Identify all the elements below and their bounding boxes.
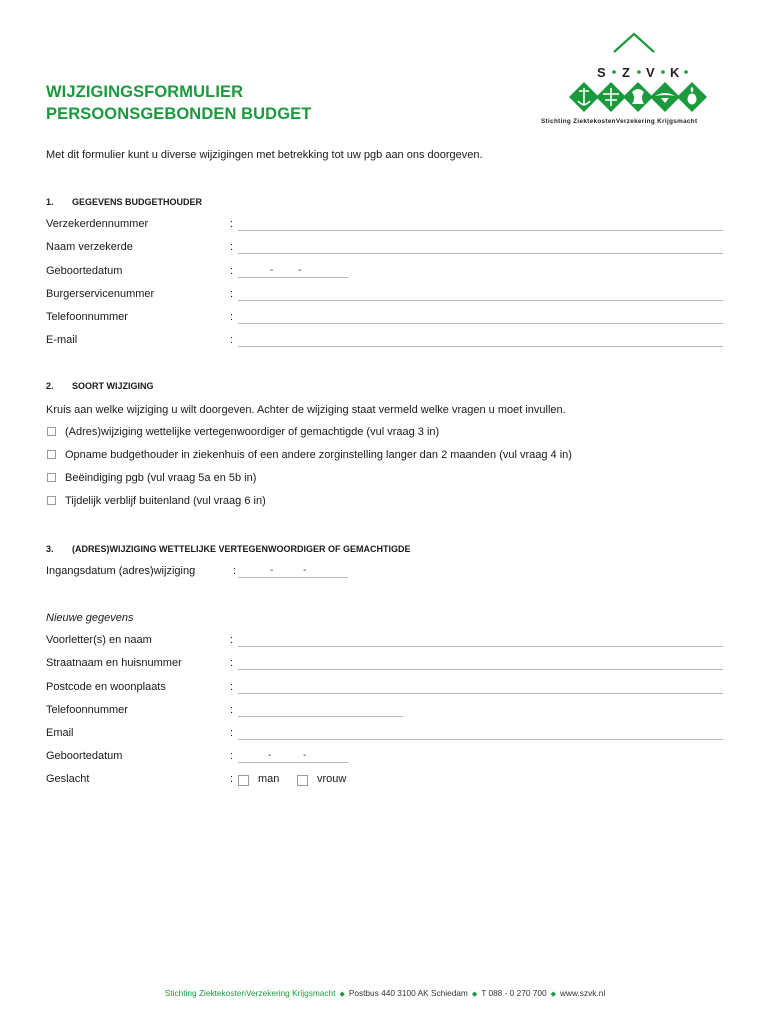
logo-letter-k: K (670, 65, 680, 80)
logo-letter-z: Z (622, 65, 630, 80)
date-separator: - (270, 565, 274, 576)
section2-instruction: Kruis aan welke wijziging u wilt doorgeven. Achter de wijziging staat vermeld welke vragen u moet invullen. (46, 404, 566, 416)
section2-title: SOORT WIJZIGING (72, 381, 154, 391)
footer-separator-icon: ◆ (550, 991, 556, 998)
section3-number: 3. (46, 544, 54, 554)
field-label-email: E-mail (46, 334, 78, 346)
geboortedatum-input[interactable] (238, 277, 348, 278)
colon: : (230, 218, 234, 230)
colon: : (230, 681, 234, 693)
footer-phone: T 088 - 0 270 700 (481, 988, 547, 998)
option-checkbox-buitenland[interactable] (47, 496, 56, 505)
colon: : (230, 334, 234, 346)
form-title-line1: WIJZIGINGSFORMULIER (46, 83, 244, 101)
gender-label-vrouw: vrouw (317, 773, 347, 785)
option-label-buitenland: Tijdelijk verblijf buitenland (vul vraag 6 in) (65, 495, 266, 507)
colon: : (230, 288, 234, 300)
colon: : (230, 750, 234, 762)
section3-title: (ADRES)WIJZIGING WETTELIJKE VERTEGENWOORDIGER OF GEMACHTIGDE (72, 544, 411, 554)
gender-checkbox-man[interactable] (238, 775, 249, 786)
footer (0, 988, 770, 998)
geboortedatum-nieuw-input[interactable] (238, 762, 348, 763)
section2-heading (46, 381, 154, 391)
field-label-burgerservicenummer: Burgerservicenummer (46, 288, 155, 300)
szvk-logo (540, 30, 730, 130)
field-label-telefoonnummer-nieuw: Telefoonnummer (46, 704, 128, 716)
field-label-geslacht: Geslacht (46, 773, 90, 785)
date-separator: - (303, 565, 307, 576)
colon: : (230, 634, 234, 646)
email-input[interactable] (238, 346, 723, 347)
date-separator: - (270, 265, 274, 276)
option-label-adreswijziging: (Adres)wijziging wettelijke vertegenwoordiger of gemachtigde (vul vraag 3 in) (65, 426, 440, 438)
section1-number: 1. (46, 197, 54, 207)
section2-number: 2. (46, 381, 54, 391)
footer-org: Stichting ZiektekostenVerzekering Krijgsmacht (164, 988, 336, 998)
field-label-naam-verzekerde: Naam verzekerde (46, 241, 133, 253)
option-checkbox-opname[interactable] (47, 450, 56, 459)
colon: : (233, 565, 237, 577)
logo-subtitle: Stichting ZiektekostenVerzekering Krijgsmacht (541, 118, 698, 125)
burgerservicenummer-input[interactable] (238, 300, 723, 301)
colon: : (230, 241, 234, 253)
emblem-grenade-icon (677, 82, 707, 112)
footer-website[interactable]: www.szvk.nl (559, 988, 606, 998)
email-nieuw-input[interactable] (238, 739, 723, 740)
subheading-nieuwe-gegevens: Nieuwe gegevens (46, 612, 134, 624)
gender-checkbox-vrouw[interactable] (297, 775, 308, 786)
naam-verzekerde-input[interactable] (238, 253, 723, 254)
colon: : (230, 727, 234, 739)
section1-title: GEGEVENS BUDGETHOUDER (72, 197, 203, 207)
colon: : (230, 773, 234, 785)
field-label-telefoonnummer: Telefoonnummer (46, 311, 128, 323)
field-label-ingangsdatum: Ingangsdatum (adres)wijziging (46, 565, 196, 577)
emblem-army-icon (596, 82, 626, 112)
option-label-opname: Opname budgethouder in ziekenhuis of een andere zorginstelling langer dan 2 maanden (vul vraag 4 in) (65, 449, 572, 461)
footer-address: Postbus 440 3100 AK Schiedam (348, 988, 468, 998)
emblem-lion-icon (623, 82, 653, 112)
ingangsdatum-input[interactable] (238, 577, 348, 578)
verzekerdennummer-input[interactable] (238, 230, 723, 231)
section3-heading (46, 544, 411, 554)
option-checkbox-beeindiging[interactable] (47, 473, 56, 482)
logo-letter-v: V (646, 65, 655, 80)
straatnaam-input[interactable] (238, 669, 723, 670)
field-label-straatnaam: Straatnaam en huisnummer (46, 657, 182, 669)
telefoonnummer-nieuw-input[interactable] (238, 716, 403, 717)
colon: : (230, 311, 234, 323)
date-separator: - (298, 265, 302, 276)
form-title (46, 81, 311, 125)
date-separator: - (268, 750, 272, 761)
colon: : (230, 704, 234, 716)
intro-text: Met dit formulier kunt u diverse wijzigingen met betrekking tot uw pgb aan ons doorgeven. (46, 149, 483, 161)
field-label-geboortedatum: Geboortedatum (46, 265, 123, 277)
date-separator: - (303, 750, 307, 761)
option-checkbox-adreswijziging[interactable] (47, 427, 56, 436)
field-label-email-nieuw: Email (46, 727, 74, 739)
field-label-voorletters-naam: Voorletter(s) en naam (46, 634, 152, 646)
voorletters-naam-input[interactable] (238, 646, 723, 647)
form-title-line2: PERSOONSGEBONDEN BUDGET (46, 105, 312, 123)
field-label-geboortedatum-nieuw: Geboortedatum (46, 750, 123, 762)
telefoonnummer-input[interactable] (238, 323, 723, 324)
field-label-postcode-woonplaats: Postcode en woonplaats (46, 681, 166, 693)
emblem-wings-icon (650, 82, 680, 112)
option-label-beeindiging: Beëindiging pgb (vul vraag 5a en 5b in) (65, 472, 257, 484)
field-label-verzekerdennummer: Verzekerdennummer (46, 218, 149, 230)
colon: : (230, 657, 234, 669)
footer-separator-icon: ◆ (339, 991, 345, 998)
colon: : (230, 265, 234, 277)
gender-label-man: man (258, 773, 280, 785)
footer-separator-icon: ◆ (471, 991, 478, 998)
postcode-woonplaats-input[interactable] (238, 693, 723, 694)
section1-heading (46, 197, 202, 207)
emblem-anchor-icon (569, 82, 599, 112)
logo-letter-s: S (597, 65, 606, 80)
